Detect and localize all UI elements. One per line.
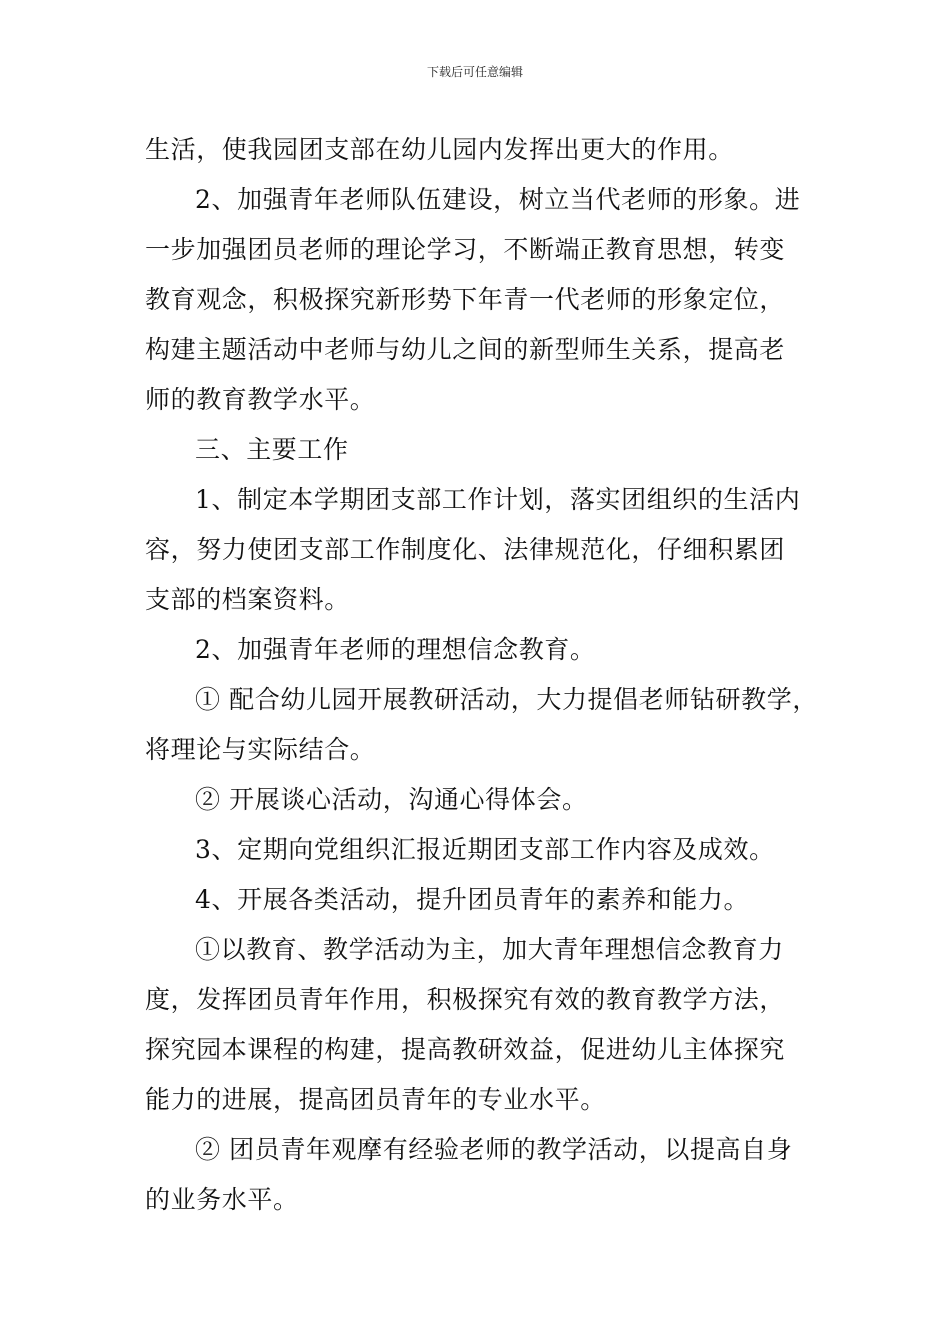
text-line: 教育观念，积极探究新形势下年青一代老师的形象定位， (145, 285, 786, 314)
text-line: 2、加强青年老师队伍建设，树立当代老师的形象。进 (195, 185, 801, 214)
page-header-note: 下载后可任意编辑 (426, 65, 523, 79)
section-heading: 三、主要工作 (195, 435, 349, 464)
text-line: 4、开展各类活动，提升团员青年的素养和能力。 (195, 885, 750, 914)
text-line: ② 开展谈心活动，沟通心得体会。 (195, 785, 588, 814)
text-line: 构建主题活动中老师与幼儿之间的新型师生关系，提高老 (145, 335, 786, 364)
text-line: 一步加强团员老师的理论学习，不断端正教育思想，转变 (145, 235, 786, 264)
text-line: 探究园本课程的构建，提高教研效益，促进幼儿主体探究 (145, 1035, 786, 1064)
text-line: 3、定期向党组织汇报近期团支部工作内容及成效。 (195, 835, 775, 864)
text-line: 能力的进展，提高团员青年的专业水平。 (145, 1085, 606, 1114)
text-line: 1、制定本学期团支部工作计划，落实团组织的生活内 (195, 485, 801, 514)
text-line: 支部的档案资料。 (145, 585, 350, 614)
text-line: ①以教育、教学活动为主，加大青年理想信念教育力 (195, 935, 784, 964)
text-line: ① 配合幼儿园开展教研活动，大力提倡老师钻研教学， (195, 685, 818, 714)
text-line: 2、加强青年老师的理想信念教育。 (195, 635, 596, 664)
text-line: 的业务水平。 (145, 1185, 299, 1214)
text-line: 度，发挥团员青年作用，积极探究有效的教育教学方法， (145, 985, 786, 1014)
text-line: 容，努力使团支部工作制度化、法律规范化，仔细积累团 (145, 535, 786, 564)
text-line: 将理论与实际结合。 (145, 735, 376, 764)
document-body (145, 125, 825, 1225)
text-line: 生活，使我园团支部在幼儿园内发挥出更大的作用。 (145, 135, 734, 164)
text-line: ② 团员青年观摩有经验老师的教学活动，以提高自身 (195, 1135, 793, 1164)
text-line: 师的教育教学水平。 (145, 385, 376, 414)
